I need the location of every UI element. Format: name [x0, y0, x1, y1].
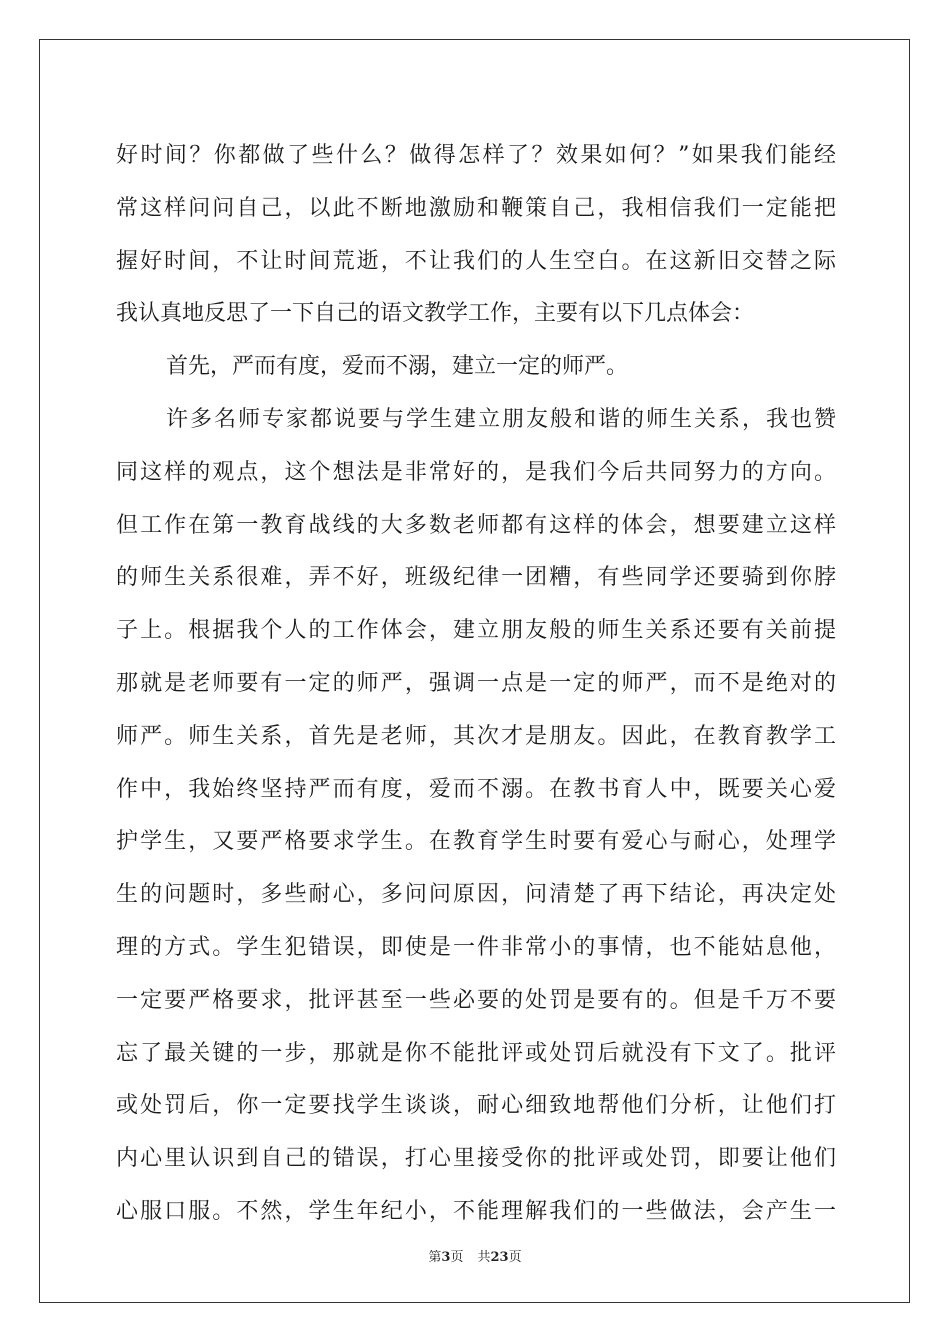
- page-number: 3: [441, 1250, 451, 1265]
- text-line: 同这样的观点，这个想法是非常好的，是我们今后共同努力的方向。: [116, 459, 836, 485]
- text-line: 握好时间，不让时间荒逝，不让我们的人生空白。在这新旧交替之际: [116, 248, 836, 274]
- document-body: [116, 130, 836, 1239]
- section-heading: 首先，严而有度，爱而不溺，建立一定的师严。: [166, 354, 629, 380]
- text-line: 我认真地反思了一下自己的语文教学工作，主要有以下几点体会：: [116, 301, 755, 327]
- page-footer: [0, 1246, 950, 1265]
- text-line: 心服口服。不然，学生年纪小，不能理解我们的一些做法，会产生一: [116, 1198, 836, 1224]
- text-line: 生的问题时，多些耐心，多问问原因，问清楚了再下结论，再决定处: [116, 882, 836, 908]
- text-line: 师严。师生关系，首先是老师，其次才是朋友。因此，在教育教学工: [116, 723, 836, 749]
- text-line: 许多名师专家都说要与学生建立朋友般和谐的师生关系，我也赞: [166, 406, 836, 432]
- page-prefix: 第: [428, 1250, 442, 1265]
- total-prefix: 共: [477, 1250, 491, 1265]
- page-total: 23: [490, 1250, 509, 1265]
- text-line: 那就是老师要有一定的师严，强调一点是一定的师严，而不是绝对的: [116, 670, 836, 696]
- text-line: 理的方式。学生犯错误，即使是一件非常小的事情，也不能姑息他，: [116, 934, 836, 960]
- text-line: 的师生关系很难，弄不好，班级纪律一团糟，有些同学还要骑到你脖: [116, 565, 836, 591]
- text-line: 子上。根据我个人的工作体会，建立朋友般的师生关系还要有关前提: [116, 618, 836, 644]
- text-line: 一定要严格要求，批评甚至一些必要的处罚是要有的。但是千万不要: [116, 987, 836, 1013]
- total-unit: 页: [508, 1250, 522, 1265]
- text-line: 但工作在第一教育战线的大多数老师都有这样的体会，想要建立这样: [116, 512, 836, 538]
- text-line: 忘了最关键的一步，那就是你不能批评或处罚后就没有下文了。批评: [116, 1040, 836, 1066]
- page-unit: 页: [450, 1250, 464, 1265]
- text-line: 常这样问问自己，以此不断地激励和鞭策自己，我相信我们一定能把: [116, 195, 836, 221]
- text-line: 内心里认识到自己的错误，打心里接受你的批评或处罚，即要让他们: [116, 1146, 836, 1172]
- text-line: 护学生，又要严格要求学生。在教育学生时要有爱心与耐心，处理学: [116, 829, 836, 855]
- text-line: 好时间？你都做了些什么？做得怎样了？效果如何？”如果我们能经: [116, 143, 836, 168]
- text-line: 作中，我始终坚持严而有度，爱而不溺。在教书育人中，既要关心爱: [116, 776, 836, 802]
- text-line: 或处罚后，你一定要找学生谈谈，耐心细致地帮他们分析，让他们打: [116, 1093, 836, 1119]
